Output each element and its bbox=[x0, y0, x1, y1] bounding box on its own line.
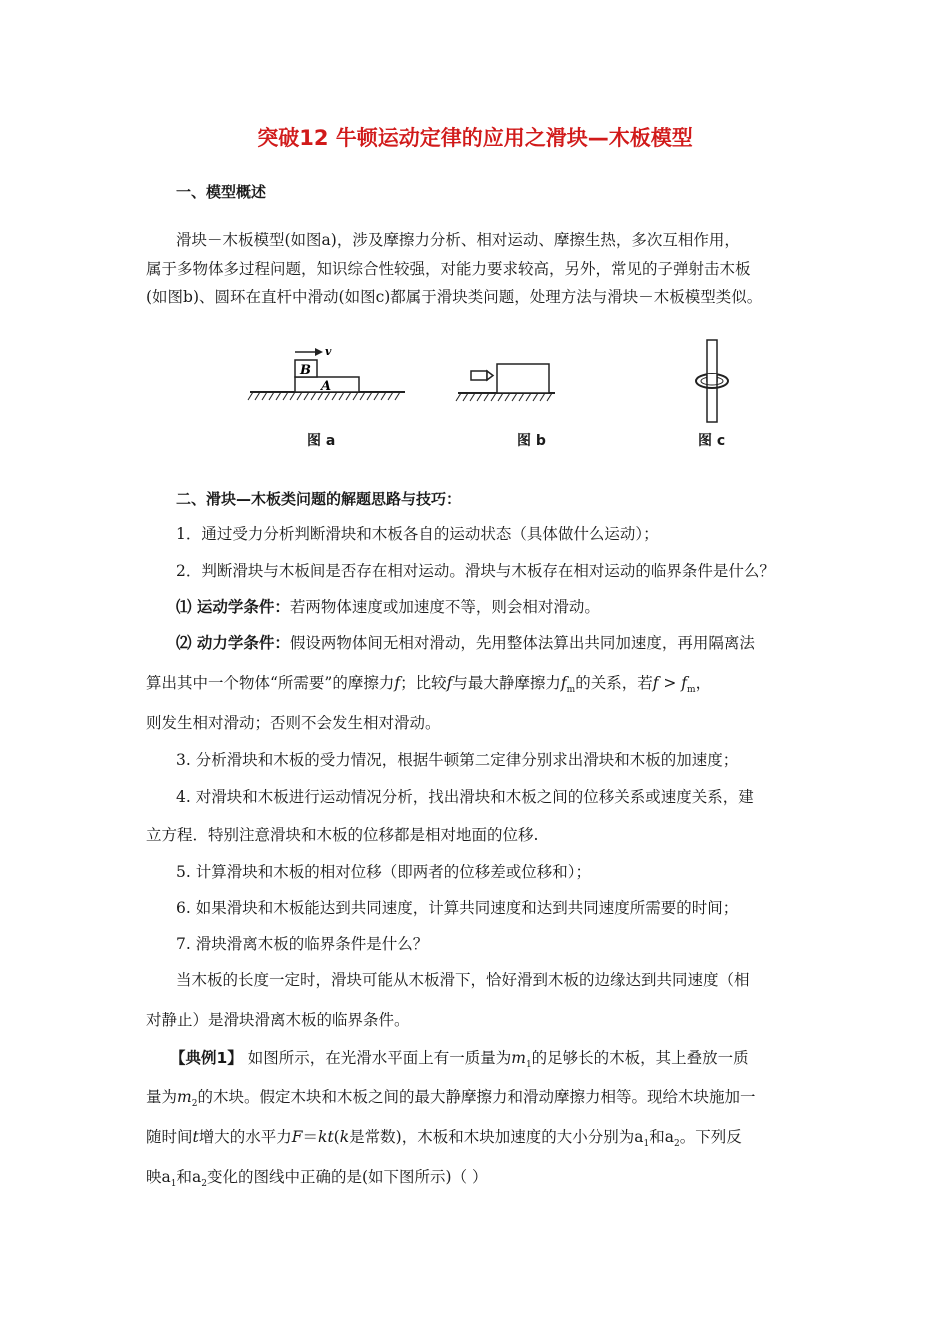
step-6: 6. 如果滑块和木板能达到共同速度，计算共同速度和达到共同速度所需要的时间； bbox=[176, 899, 739, 917]
step-5: 5. 计算滑块和木板的相对位移（即两者的位移差或位移和）； bbox=[176, 863, 591, 881]
kinematic-condition-label: ⑴ 运动学条件： bbox=[176, 598, 290, 616]
step-4-line-2: 立方程．特别注意滑块和木板的位移都是相对地面的位移. bbox=[146, 826, 539, 844]
figure-c-caption: 图 c bbox=[698, 433, 726, 449]
figure-c-ring-rod bbox=[690, 338, 735, 426]
example-label: 【典例1】 bbox=[170, 1049, 243, 1067]
overview-line-2: 属于多物体多过程问题，知识综合性较强，对能力要求较高，另外，常见的子弹射击木板 bbox=[146, 260, 751, 278]
dynamic-condition-label: ⑵ 动力学条件： bbox=[176, 634, 290, 652]
step-4-line-1: 4. 对滑块和木板进行运动情况分析，找出滑块和木板之间的位移关系或速度关系，建 bbox=[176, 788, 754, 806]
example-line-1: 【典例1】 如图所示，在光滑水平面上有一质量为$m_1$的足够长的木板，其上叠放一质 bbox=[170, 1049, 749, 1071]
dynamic-condition bbox=[176, 633, 755, 653]
figure-a-label-a: A bbox=[321, 379, 332, 394]
figure-a-label-b: B bbox=[300, 363, 311, 378]
dynamic-condition-line-3: 则发生相对滑动；否则不会发生相对滑动。 bbox=[146, 714, 441, 732]
page-title: 突破12 牛顿运动定律的应用之滑块—木板模型 bbox=[257, 126, 693, 150]
example-line-2: 量为$m_2$的木块。假定木块和木板之间的最大静摩擦力和滑动摩擦力相等。现给木块施加一 bbox=[146, 1088, 756, 1110]
figure-a-caption: 图 a bbox=[307, 433, 336, 449]
kinematic-condition-text: 若两物体速度或加速度不等，则会相对滑动。 bbox=[289, 598, 600, 616]
critical-condition-line-1: 当木板的长度一定时，滑块可能从木板滑下，恰好滑到木板的边缘达到共同速度（相 bbox=[176, 971, 750, 989]
example-line-4: 映$a_1$和$a_2$变化的图线中正确的是(如下图所示)（ ） bbox=[146, 1168, 488, 1190]
kinematic-condition bbox=[176, 597, 600, 617]
step-7: 7. 滑块滑离木板的临界条件是什么？ bbox=[176, 935, 429, 953]
figure-a-slider-board bbox=[245, 342, 410, 404]
dynamic-condition-line-2: 算出其中一个物体“所需要”的摩擦力f；比较f与最大静摩擦力$f_m$的关系，若$f > f_m$， bbox=[146, 674, 712, 696]
overview-line-3: (如图b)、圆环在直杆中滑动(如图c)都属于滑块类问题，处理方法与滑块－木板模型类似。 bbox=[146, 288, 763, 306]
figure-b-bullet-board bbox=[455, 355, 560, 405]
step-3: 3. 分析滑块和木板的受力情况，根据牛顿第二定律分别求出滑块和木板的加速度； bbox=[176, 751, 739, 769]
figure-b-caption: 图 b bbox=[517, 433, 546, 449]
step-1: 1．通过受力分析判断滑块和木板各自的运动状态（具体做什么运动）； bbox=[176, 525, 659, 543]
figure-a-label-v: v bbox=[325, 345, 332, 358]
critical-condition-line-2: 对静止）是滑块滑离木板的临界条件。 bbox=[146, 1011, 410, 1029]
dynamic-condition-text: 假设两物体间无相对滑动，先用整体法算出共同加速度，再用隔离法 bbox=[289, 634, 755, 652]
example-line-3: 随时间t增大的水平力F＝kt(k是常数)，木板和木块加速度的大小分别为$a_1$和$a_2$。下列反 bbox=[146, 1128, 742, 1150]
section-heading-overview: 一、模型概述 bbox=[176, 183, 267, 201]
overview-line-1: 滑块－木板模型(如图a)，涉及摩擦力分析、相对运动、摩擦生热，多次互相作用， bbox=[176, 231, 740, 249]
step-2: 2．判断滑块与木板间是否存在相对运动。滑块与木板存在相对运动的临界条件是什么？ bbox=[176, 562, 775, 580]
section-heading-techniques: 二、滑块—木板类问题的解题思路与技巧： bbox=[176, 490, 462, 508]
